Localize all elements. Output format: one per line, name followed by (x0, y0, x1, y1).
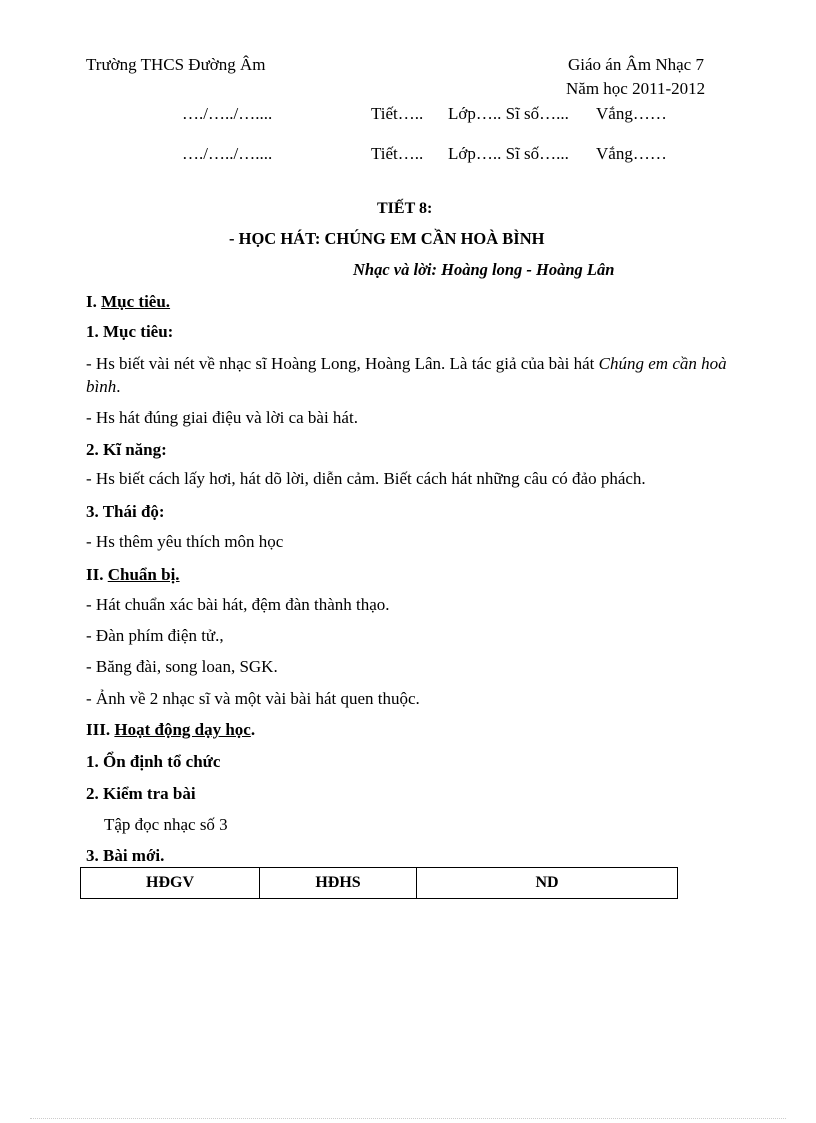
section-heading-text: Mục tiêu. (101, 292, 171, 311)
subheading-attitude: 3. Thái độ: (86, 502, 165, 521)
section-numeral: I. (86, 292, 97, 311)
period-placeholder: Tiết….. (371, 104, 424, 123)
class-placeholder: Lớp….. Sĩ số…... (448, 104, 569, 123)
paragraph-text: - Hs biết vài nét về nhạc sĩ Hoàng Long, Hoàng Lân. Là tác giả của bài hát (86, 354, 599, 373)
absent-placeholder: Vắng…… (596, 104, 667, 123)
list-item: - Băng đài, song loan, SGK. (86, 657, 278, 676)
step-content: Tập đọc nhạc số 3 (104, 815, 228, 834)
school-name: Trường THCS Đường Âm (86, 55, 266, 74)
section-1-heading (86, 292, 170, 312)
section-heading-text: Chuẩn bị. (107, 565, 180, 584)
date-placeholder: …./…../….... (182, 144, 273, 163)
class-placeholder: Lớp….. Sĩ số…... (448, 144, 569, 163)
table-header-row (81, 868, 678, 899)
column-header-content: ND (417, 868, 678, 899)
subheading-objectives: 1. Mục tiêu: (86, 322, 174, 341)
paragraph: - Hs hát đúng giai điệu và lời ca bài hát. (86, 408, 358, 427)
column-header-teacher: HĐGV (81, 868, 260, 899)
step-heading: 3. Bài mới. (86, 846, 165, 865)
paragraph-end: . (116, 377, 121, 396)
list-item: - Ảnh về 2 nhạc sĩ và một vài bài hát quen thuộc. (86, 689, 420, 708)
date-placeholder: …./…../….... (182, 104, 273, 123)
subheading-skills: 2. Kĩ năng: (86, 440, 167, 459)
lesson-title: - HỌC HÁT: CHÚNG EM CẦN HOÀ BÌNH (229, 229, 545, 248)
lesson-number: TIẾT 8: (377, 200, 433, 217)
paragraph: - Hs biết cách lấy hơi, hát dõ lời, diễn cảm. Biết cách hát những câu có đảo phách. (86, 469, 646, 488)
section-numeral: III. (86, 720, 111, 739)
school-year: Năm học 2011-2012 (566, 79, 706, 98)
list-item: - Đàn phím điện tử., (86, 626, 224, 645)
paragraph (86, 352, 731, 398)
section-numeral: II. (86, 565, 104, 584)
step-heading: 1. Ổn định tổ chức (86, 752, 221, 771)
page-bottom-border (30, 1118, 786, 1119)
section-2-heading (86, 565, 180, 585)
song-credit: Nhạc và lời: Hoàng long - Hoàng Lân (353, 260, 615, 279)
activity-table (80, 867, 678, 899)
section-3-heading (86, 720, 255, 740)
column-header-student: HĐHS (260, 868, 417, 899)
step-heading: 2. Kiểm tra bài (86, 784, 196, 803)
period-placeholder: Tiết….. (371, 144, 424, 163)
list-item: - Hát chuẩn xác bài hát, đệm đàn thành thạo. (86, 595, 390, 614)
subject-title: Giáo án Âm Nhạc 7 (568, 55, 704, 74)
paragraph: - Hs thêm yêu thích môn học (86, 532, 284, 551)
absent-placeholder: Vắng…… (596, 144, 667, 163)
section-heading-end: . (250, 720, 256, 739)
song-name: Chúng em cần hoà bình (86, 354, 727, 396)
section-heading-text: Hoạt động dạy học (114, 720, 251, 739)
